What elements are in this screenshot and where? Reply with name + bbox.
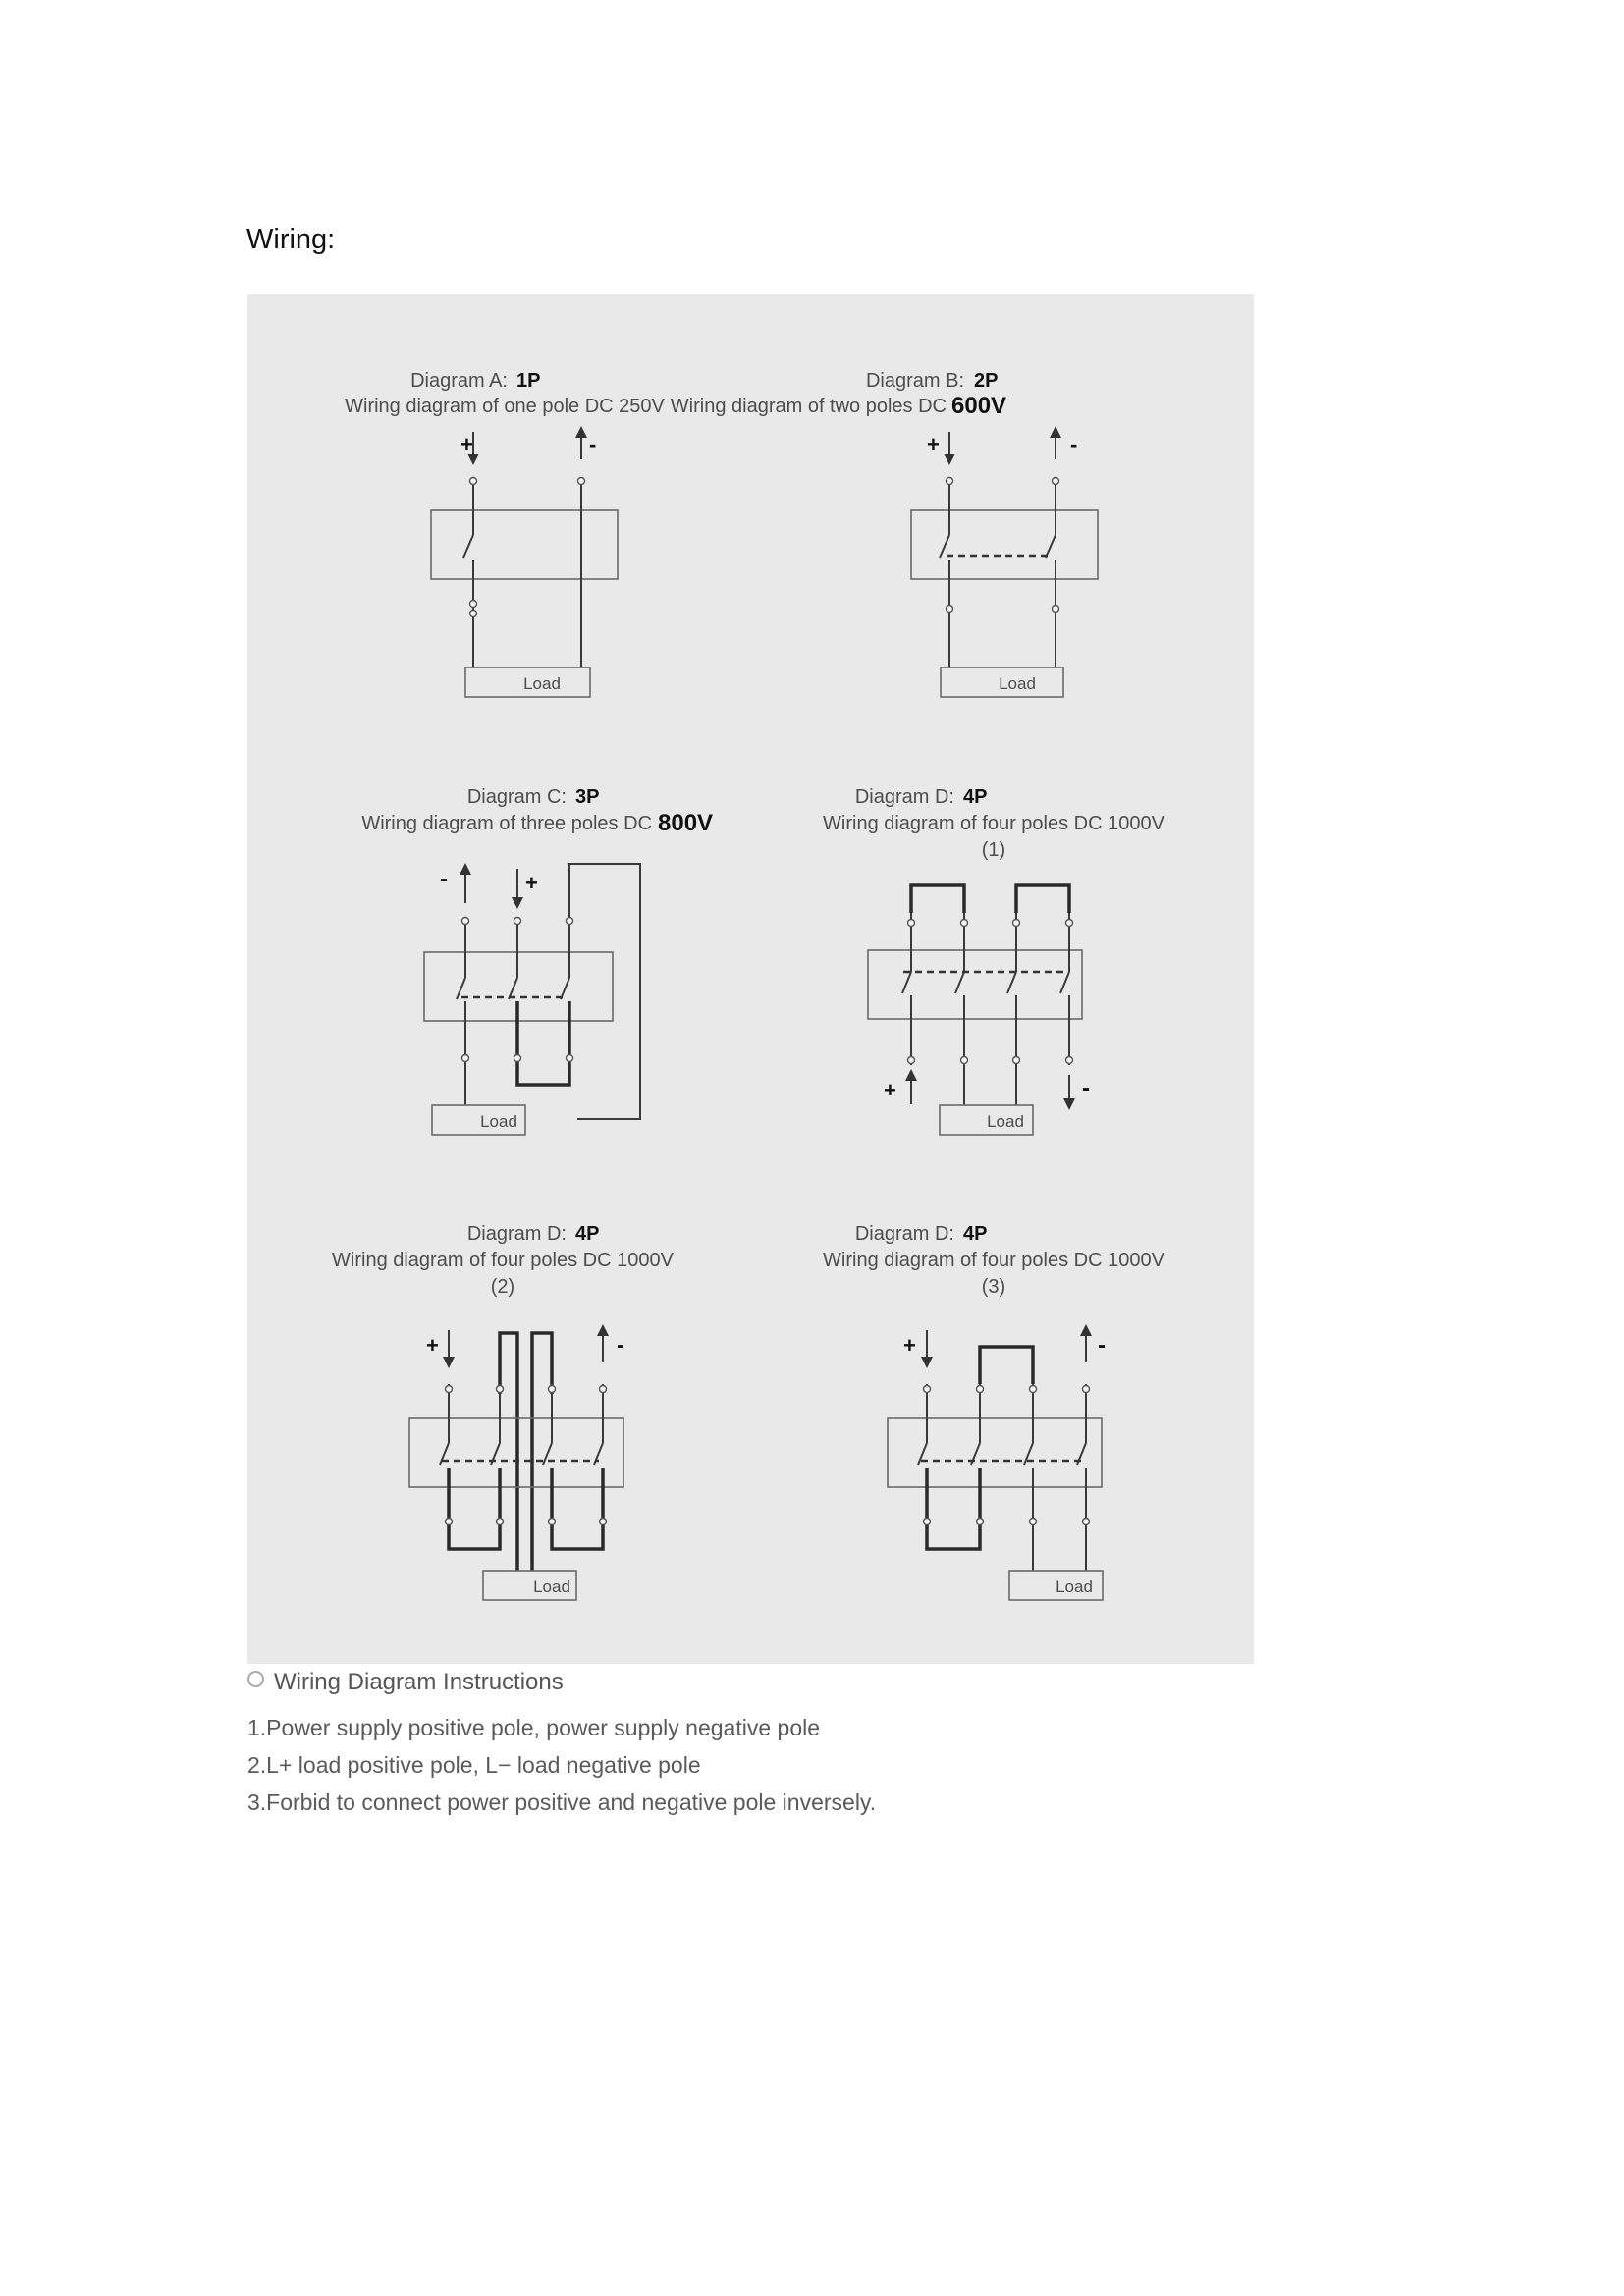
diagram-b-load-label: Load: [999, 674, 1036, 693]
diagram-d3-sub: (3): [981, 1276, 1006, 1298]
instruction-item: 1.Power supply positive pole, power supply negative pole: [247, 1715, 821, 1740]
diagram-a-breaker-box: [431, 510, 618, 579]
diagram-a-title: Wiring diagram of one pole DC 250V: [345, 396, 665, 417]
diagram-d2-plus: +: [426, 1333, 439, 1358]
diagram-a: [345, 370, 665, 697]
diagram-d1: [823, 786, 1165, 1135]
diagram-c-title: Wiring diagram of three poles DC: [361, 813, 652, 834]
diagram-d3-breaker-box: [888, 1418, 1102, 1487]
diagram-c-label: Diagram C:: [466, 786, 567, 808]
diagram-d1-label: Diagram D:: [854, 786, 954, 808]
diagram-b-minus: -: [1070, 432, 1078, 456]
diagram-d1-poles: 4P: [963, 786, 988, 808]
bullet-ring-icon: [247, 1671, 264, 1687]
diagram-d1-minus: -: [1082, 1075, 1090, 1101]
diagram-d3-label: Diagram D:: [854, 1223, 954, 1245]
diagram-d3-minus: -: [1098, 1332, 1106, 1359]
diagram-a-minus: -: [589, 432, 597, 456]
instruction-item: 2.L+ load positive pole, L− load negative pole: [247, 1752, 701, 1778]
diagram-d3-title: Wiring diagram of four poles DC 1000V: [823, 1250, 1164, 1271]
diagram-d2: [332, 1223, 675, 1600]
diagram-d2-label: Diagram D:: [466, 1223, 567, 1245]
diagram-b-label: Diagram B:: [865, 370, 964, 392]
wiring-diagrams-panel: [247, 294, 1254, 1664]
diagram-c-load-label: Load: [480, 1112, 517, 1131]
diagram-c-plus: +: [525, 871, 538, 895]
diagram-b-plus: +: [927, 432, 940, 456]
wiring-diagrams-svg: [247, 294, 1254, 1664]
diagram-d1-title: Wiring diagram of four poles DC 1000V: [823, 813, 1164, 834]
diagram-a-poles: 1P: [516, 370, 541, 392]
instruction-item: 3.Forbid to connect power positive and negative pole inversely.: [247, 1789, 877, 1815]
diagram-b: [671, 370, 1098, 697]
diagram-d3: [823, 1223, 1165, 1600]
diagram-d2-load-label: Load: [533, 1577, 570, 1596]
diagram-a-load-label: Load: [523, 674, 561, 693]
diagram-c: [361, 786, 713, 1135]
diagram-d3-plus: +: [903, 1333, 916, 1358]
diagram-b-poles: 2P: [974, 370, 999, 392]
diagram-d1-sub: (1): [981, 839, 1006, 861]
diagram-a-label: Diagram A:: [410, 370, 508, 392]
diagram-d1-load-label: Load: [987, 1112, 1024, 1131]
diagram-d3-poles: 4P: [963, 1223, 988, 1245]
diagram-c-minus: -: [440, 866, 448, 892]
instructions-title: [247, 1669, 1229, 1696]
diagram-a-plus: +: [460, 432, 473, 456]
diagram-b-breaker-box: [911, 510, 1098, 579]
page-heading: Wiring:: [246, 224, 336, 255]
diagram-d2-sub: (2): [490, 1276, 515, 1298]
diagram-d2-minus: -: [617, 1332, 624, 1359]
diagram-c-voltage: 800V: [658, 810, 714, 836]
diagram-d1-breaker-box: [868, 950, 1082, 1019]
diagram-c-poles: 3P: [575, 786, 600, 808]
instructions-title-text: Wiring Diagram Instructions: [274, 1669, 564, 1695]
diagram-d2-poles: 4P: [575, 1223, 600, 1245]
diagram-b-voltage: 600V: [951, 393, 1007, 419]
diagram-d1-plus: +: [884, 1078, 896, 1102]
diagram-b-title: Wiring diagram of two poles DC: [670, 396, 947, 417]
diagram-d3-load-label: Load: [1056, 1577, 1093, 1596]
diagram-d2-title: Wiring diagram of four poles DC 1000V: [332, 1250, 674, 1271]
